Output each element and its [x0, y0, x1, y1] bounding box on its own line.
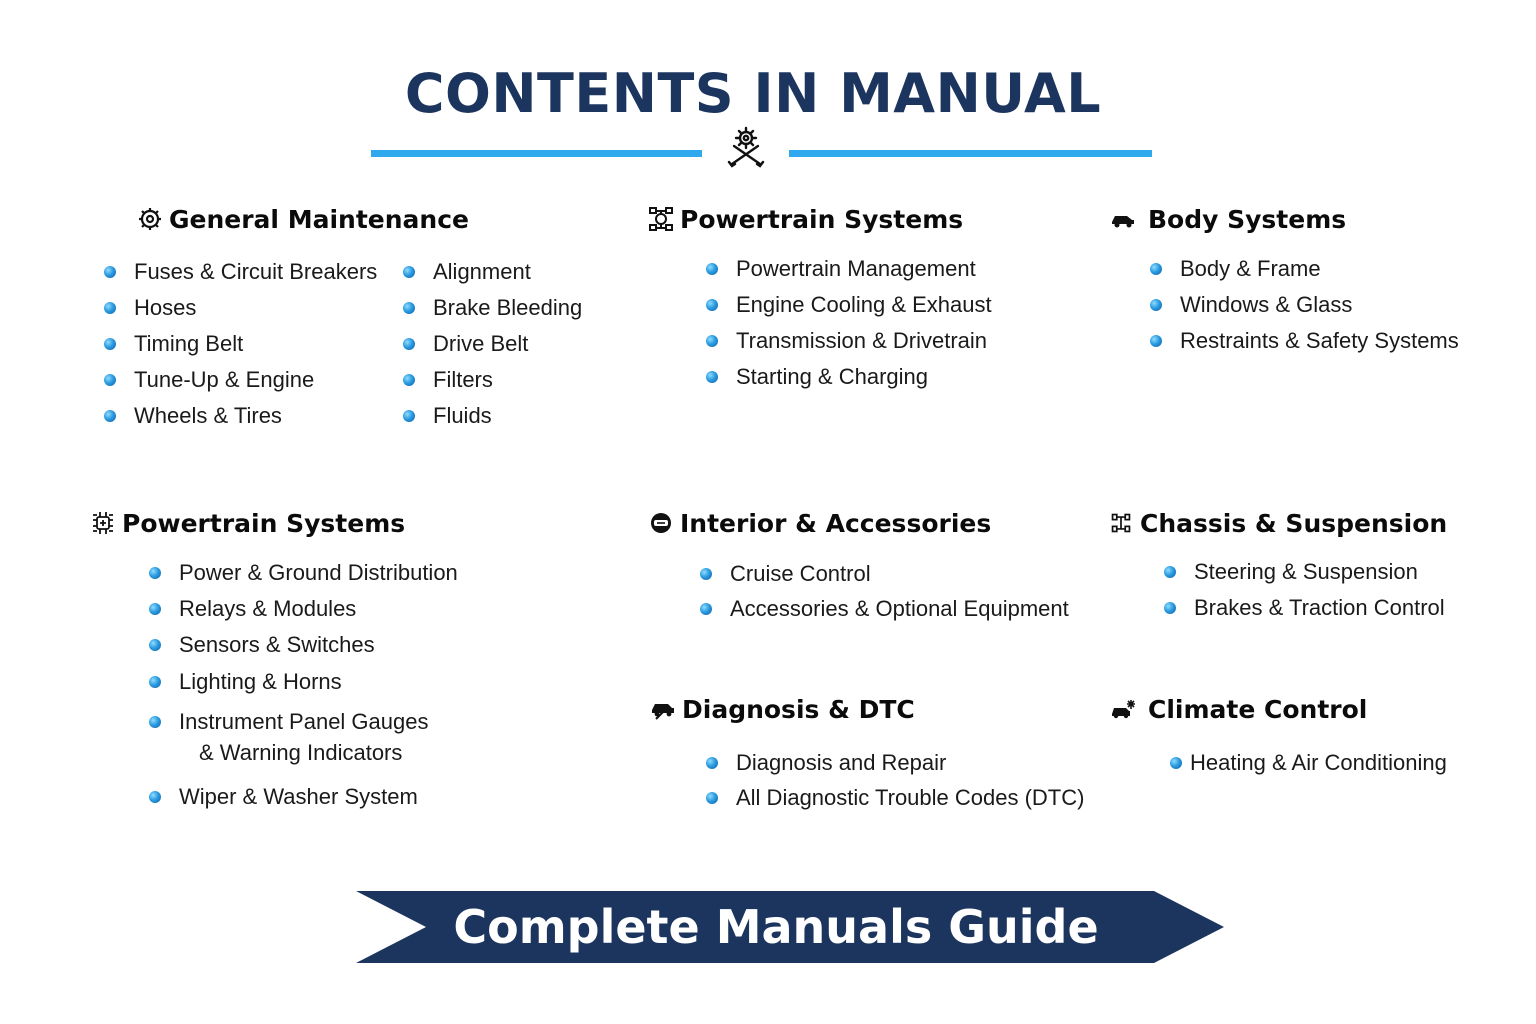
list-item: Fuses & Circuit Breakers	[104, 258, 377, 294]
list-item: All Diagnostic Trouble Codes (DTC)	[706, 784, 1084, 819]
list-item: Tune-Up & Engine	[104, 366, 377, 402]
list-item: Powertrain Management	[706, 255, 992, 291]
section-title: Powertrain Systems	[680, 204, 964, 234]
diagnostic-car-icon	[650, 696, 676, 722]
list-item: Hoses	[104, 294, 377, 330]
list-item: Steering & Suspension	[1164, 558, 1445, 594]
list-item: Accessories & Optional Equipment	[700, 595, 1069, 630]
list-item: Brakes & Traction Control	[1164, 594, 1445, 630]
climate-icon	[1110, 696, 1136, 722]
list-item: Wheels & Tires	[104, 402, 377, 438]
wrench-gear-icon	[137, 206, 163, 232]
powertrain-icon	[648, 206, 674, 232]
body-list	[1150, 255, 1459, 363]
list-item: Cruise Control	[700, 560, 1069, 595]
list-item: Alignment	[403, 258, 582, 294]
powertrain-bottom-list	[149, 559, 458, 819]
list-item: Instrument Panel Gauges	[149, 708, 458, 739]
list-item: Transmission & Drivetrain	[706, 327, 992, 363]
title-rule-right	[789, 150, 1152, 157]
general-list-col2	[403, 258, 582, 438]
section-powertrain-bottom	[90, 503, 405, 543]
list-item: Relays & Modules	[149, 595, 458, 631]
gear-wrench-emblem-icon	[724, 124, 768, 168]
list-item: Power & Ground Distribution	[149, 559, 458, 595]
section-body-systems	[1110, 199, 1346, 239]
car-icon	[1110, 206, 1136, 232]
title-rule-left	[371, 150, 702, 157]
chassis-list	[1164, 558, 1445, 630]
section-climate-control	[1110, 689, 1367, 729]
list-item: Body & Frame	[1150, 255, 1459, 291]
list-item: Timing Belt	[104, 330, 377, 366]
list-item: Heating & Air Conditioning	[1170, 749, 1447, 784]
section-title: Body Systems	[1148, 204, 1347, 234]
page-title: CONTENTS IN MANUAL	[404, 62, 1102, 125]
list-item: Fluids	[403, 402, 582, 438]
section-powertrain-top	[648, 199, 963, 239]
section-title: General Maintenance	[169, 204, 469, 234]
list-item-continuation: & Warning Indicators	[199, 740, 403, 765]
dashboard-icon	[648, 510, 674, 536]
list-item: Filters	[403, 366, 582, 402]
section-general-maintenance	[137, 199, 469, 239]
circuit-icon	[90, 510, 116, 536]
list-item: Starting & Charging	[706, 363, 992, 399]
section-diagnosis-dtc	[650, 689, 915, 729]
powertrain-top-list	[706, 255, 992, 399]
section-interior-accessories	[648, 503, 991, 543]
general-list-col1	[104, 258, 377, 438]
list-item: Restraints & Safety Systems	[1150, 327, 1459, 363]
section-title: Powertrain Systems	[122, 508, 406, 538]
section-title: Interior & Accessories	[680, 508, 992, 538]
list-item: Engine Cooling & Exhaust	[706, 291, 992, 327]
list-item: Brake Bleeding	[403, 294, 582, 330]
diagnosis-list	[706, 749, 1084, 819]
banner	[356, 891, 1224, 963]
list-item: Wiper & Washer System	[149, 783, 458, 819]
list-item: Lighting & Horns	[149, 668, 458, 708]
list-item: Diagnosis and Repair	[706, 749, 1084, 784]
interior-list	[700, 560, 1069, 630]
list-item: Sensors & Switches	[149, 631, 458, 668]
banner-text: Complete Manuals Guide	[453, 900, 1099, 954]
list-item: Windows & Glass	[1150, 291, 1459, 327]
section-chassis-suspension	[1110, 503, 1447, 543]
section-title: Chassis & Suspension	[1140, 508, 1448, 538]
climate-list	[1170, 749, 1447, 784]
chassis-icon	[1110, 512, 1132, 534]
list-item: Drive Belt	[403, 330, 582, 366]
section-title: Climate Control	[1148, 694, 1368, 724]
section-title: Diagnosis & DTC	[682, 694, 915, 724]
